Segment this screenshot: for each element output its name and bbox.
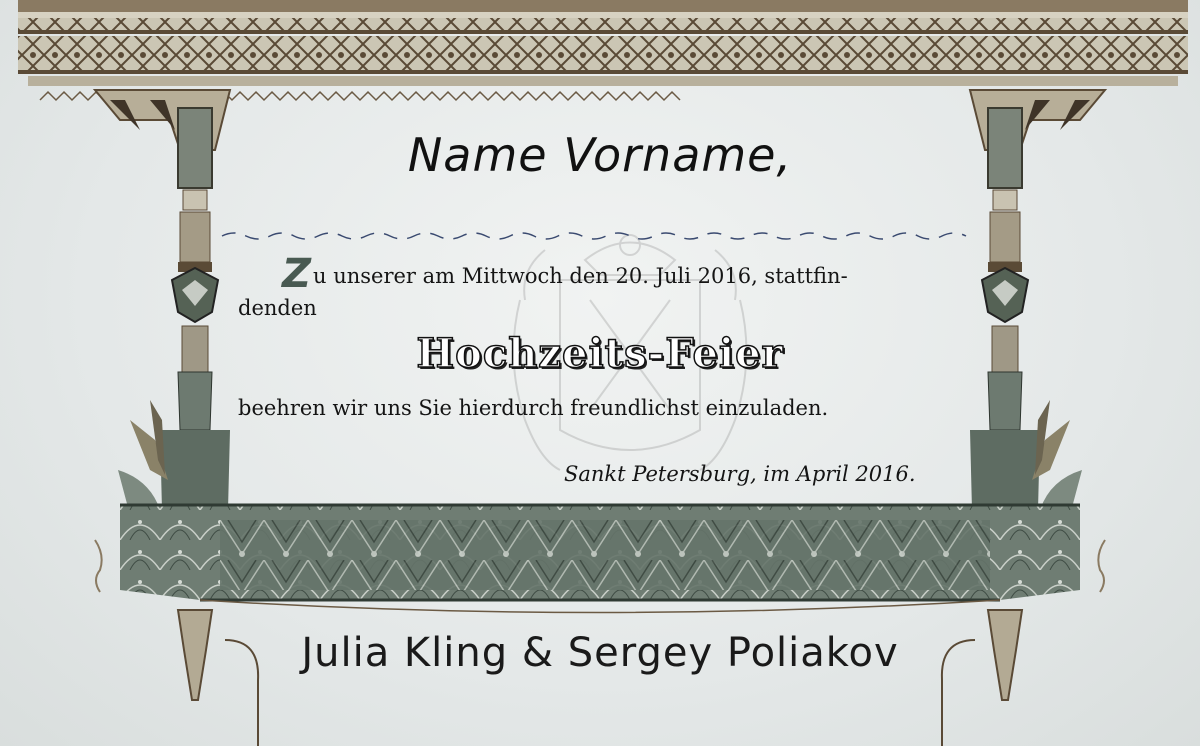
intro-line-1 [238,251,848,297]
decorative-divider [222,233,966,239]
intro-line-2: denden [238,296,317,320]
intro-text-1: u unserer am Mittwoch den 20. Juli 2016, stattfin- [313,264,848,288]
place-and-date: Sankt Petersburg, im April 2016. [564,462,916,486]
top-cornice [18,0,1188,100]
lace-balustrade [120,505,1080,613]
invitation-body: beehren wir uns Sie hierdurch freundlichst einzuladen. [238,396,829,420]
recipient-name: Name Vorname, [407,128,793,182]
couple-names: Julia Kling & Sergey Poliakov [301,630,899,676]
invitation-intro [238,251,848,324]
drop-cap: Z [282,251,312,297]
occasion-title: Hochzeits-Feier [416,330,784,377]
